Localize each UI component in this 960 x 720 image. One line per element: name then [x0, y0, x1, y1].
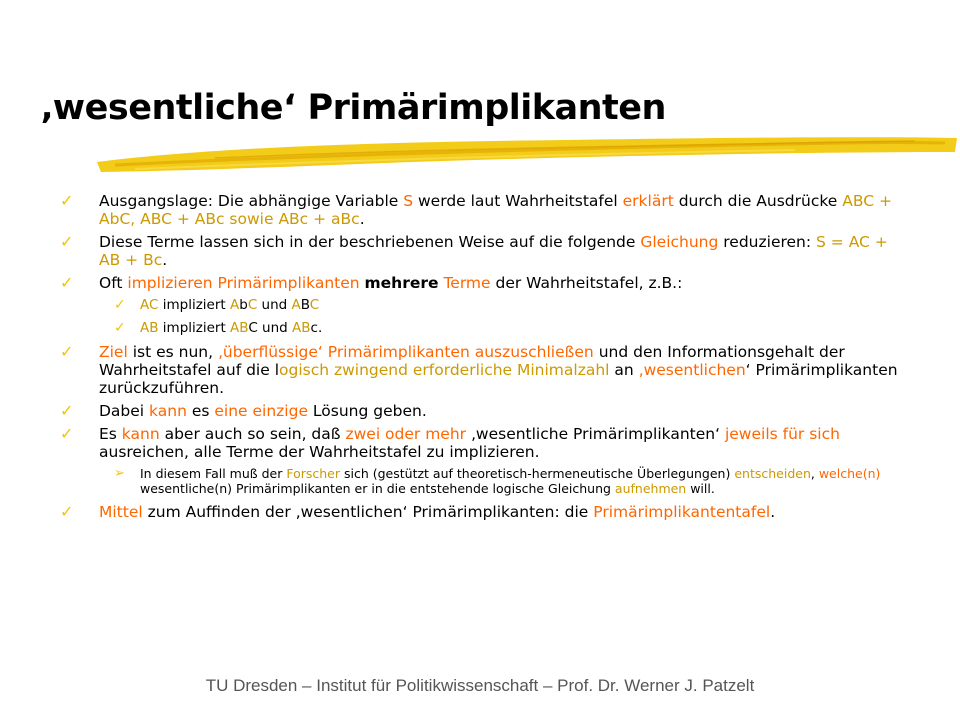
bullet-text-segment: ABC + AbC, ABC + ABc sowie ABc + aBc [99, 192, 892, 228]
bullet-text-segment: ‚überflüssige‘ Primärimplikanten auszuschließen [217, 343, 594, 361]
footer-text: TU Dresden – Institut für Politikwissenschaft – Prof. Dr. Werner J. Patzelt [205, 676, 755, 695]
checkmark-icon: ✓ [60, 273, 74, 292]
bullet-text-segment: mehrere [364, 274, 439, 292]
bullet-text-segment: Primärimplikantentafel [593, 503, 771, 521]
checkmark-icon: ✓ [60, 232, 74, 251]
bullet-text-segment: C [247, 297, 258, 313]
bullet-item [60, 503, 900, 521]
bullet-text-segment: erklärt [622, 192, 674, 210]
checkmark-icon: ✓ [114, 297, 126, 313]
bullet-text-segment: . [359, 210, 365, 228]
bullet-text-segment: Ausgangslage: Die abhängige Variable [99, 192, 404, 210]
checkmark-icon: ✓ [60, 401, 74, 420]
checkmark-icon: ✓ [60, 342, 74, 361]
bullet-text-segment: In diesem Fall muß der [140, 466, 287, 481]
bullet-text-segment: es [186, 402, 215, 420]
bullet-text-segment: zum Auffinden der ‚wesentlichen‘ Primärimplikanten: die [142, 503, 594, 521]
bullet-text-segment: AB [292, 320, 311, 336]
bullet-text-segment: Ziel [99, 343, 128, 361]
bullet-text-segment: jeweils für sich [724, 425, 840, 443]
bullet-text-segment: ogisch zwingend erforderliche Minimalzahl [279, 361, 610, 379]
checkmark-icon: ✓ [60, 191, 74, 210]
bullet-text-segment: , [810, 466, 819, 481]
bullet-text-segment: A [229, 297, 240, 313]
bullet-text-segment: . [770, 503, 776, 521]
bullet-text-segment: Terme [438, 274, 491, 292]
bullet-text-segment: AC [140, 297, 159, 313]
bullet-item [60, 425, 900, 461]
bullet-text-segment: AB [140, 320, 159, 336]
bullet-text-segment: S = AC + AB + Bc [99, 233, 888, 269]
bullet-text-segment: werde laut Wahrheitstafel [413, 192, 623, 210]
bullet-list [60, 192, 900, 526]
bullet-text-segment: kann [121, 425, 160, 443]
bullet-item [60, 343, 900, 397]
bullet-text-segment: . [162, 251, 168, 269]
bullet-text-segment: ‚wesentlichen [638, 361, 746, 379]
bullet-text-segment: A [291, 297, 301, 313]
bullet-text-segment: aber auch so sein, daß [159, 425, 346, 443]
bullet-text-segment: und [257, 297, 292, 313]
sub-bullet-item [60, 320, 900, 336]
bullet-text-segment: Gleichung [640, 233, 719, 251]
bullet-text-segment: ist es nun, [127, 343, 218, 361]
bullet-text-segment: Oft [99, 274, 128, 292]
bullet-item [60, 274, 900, 292]
bullet-text-segment: Mittel [99, 503, 143, 521]
bullet-text-segment: kann [149, 402, 187, 420]
bullet-text-segment: entscheiden [734, 466, 811, 481]
bullet-text-segment: wesentliche(n) Primärimplikanten er in die entstehende logische Gleichung [140, 481, 615, 496]
bullet-text-segment: ‚wesentliche Primärimplikanten‘ [466, 425, 725, 443]
sub-bullet-item [60, 297, 900, 313]
bullet-text-segment: B [300, 297, 310, 313]
brush-stroke-underline [95, 132, 960, 178]
checkmark-icon: ✓ [60, 502, 74, 521]
sub-sub-bullet-item [60, 466, 900, 496]
bullet-text-segment: Es [99, 425, 122, 443]
bullet-text-segment: sich (gestützt auf theoretisch-hermeneutische Überlegungen) [340, 466, 735, 481]
bullet-text-segment: C [248, 320, 258, 336]
bullet-text-segment: der Wahrheitstafel, z.B.: [490, 274, 683, 292]
bullet-text-segment: S [403, 192, 414, 210]
bullet-text-segment: durch die Ausdrücke [673, 192, 843, 210]
bullet-item [60, 233, 900, 269]
bullet-text-segment: welche(n) [818, 466, 881, 481]
bullet-text-segment: reduzieren: [718, 233, 817, 251]
bullet-text-segment: impliziert [158, 320, 231, 336]
bullet-text-segment: b [239, 297, 248, 313]
bullet-text-segment: ‘ Primärimplikanten zurückzuführen. [99, 361, 898, 397]
bullet-text-segment: implizieren Primärimplikanten [127, 274, 365, 292]
bullet-text-segment: aufnehmen [614, 481, 687, 496]
checkmark-icon: ✓ [60, 424, 74, 443]
bullet-text-segment: Lösung geben. [308, 402, 427, 420]
bullet-item [60, 192, 900, 228]
bullet-text-segment: C [309, 297, 320, 313]
bullet-text-segment: zwei oder mehr [345, 425, 467, 443]
arrow-bullet-icon: ➢ [114, 466, 125, 481]
bullet-text-segment: eine einzige [214, 402, 308, 420]
bullet-text-segment: und den Informationsgehalt der Wahrheitstafel auf die l [99, 343, 845, 379]
bullet-text-segment: c. [310, 320, 323, 336]
bullet-text-segment: will. [686, 481, 715, 496]
bullet-text-segment: AB [230, 320, 249, 336]
bullet-text-segment: Diese Terme lassen sich in der beschriebenen Weise auf die folgende [99, 233, 641, 251]
bullet-text-segment: Forscher [286, 466, 341, 481]
bullet-text-segment: impliziert [158, 297, 230, 313]
slide-title: ‚wesentliche‘ Primärimplikanten [40, 88, 666, 128]
bullet-text-segment: und [257, 320, 293, 336]
bullet-text-segment: an [609, 361, 639, 379]
bullet-text-segment: ausreichen, alle Terme der Wahrheitstafel zu implizieren. [99, 443, 540, 461]
bullet-text-segment: Dabei [99, 402, 150, 420]
bullet-item [60, 402, 900, 420]
checkmark-icon: ✓ [114, 320, 126, 336]
